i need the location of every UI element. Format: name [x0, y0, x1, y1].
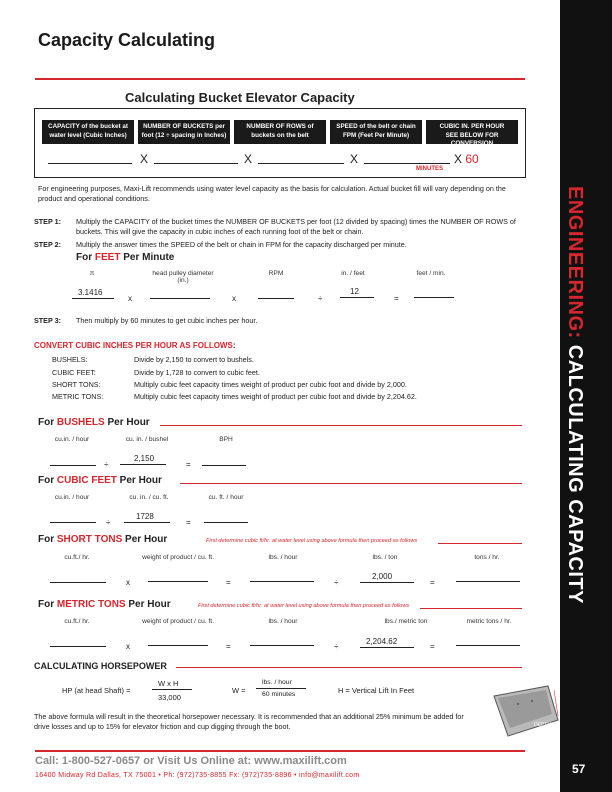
minutes-label: MINUTES	[416, 166, 443, 172]
convert-v2: Multiply cubic feet capacity times weight of product per cubic foot and divide by 2,000.	[134, 380, 407, 389]
times-60: X 60	[454, 152, 479, 166]
footer-address: 16400 Midway Rd Dallas, TX 75001 • Ph: (972)735-8855 Fx: (972)735-8896 • info@maxilift.com	[35, 772, 360, 779]
header-capacity: CAPACITY of the bucket at water level (Cubic Inches)	[42, 120, 134, 144]
hp-title: CALCULATING HORSEPOWER	[34, 661, 167, 671]
fpm-title: For FEET Per Minute	[76, 252, 175, 263]
header-buckets: NUMBER OF BUCKETS per foot (12 ÷ spacing in Inches)	[138, 120, 230, 144]
hp-denominator: 33,000	[158, 693, 181, 702]
shorttons-value: 2,000	[372, 572, 393, 581]
metrictons-note: First determine cubic ft/hr. at water level using above formula then proceed as follows	[198, 603, 410, 609]
header-rows: NUMBER OF ROWS of buckets on the belt	[234, 120, 326, 144]
hp-lhs: HP (at head Shaft) =	[62, 686, 131, 695]
bushels-value: 2,150	[134, 454, 155, 463]
header-cubic-in-l1: CUBIC IN. PER HOUR	[439, 123, 505, 130]
convert-v3: Multiply cubic feet capacity times weight of product per cubic foot and divide by 2,204.62.	[134, 392, 417, 401]
hp-h: H = Vertical Lift In Feet	[338, 686, 415, 695]
convert-k3: METRIC TONS:	[52, 392, 104, 401]
times-2: X	[244, 152, 253, 166]
header-cubic-in	[426, 120, 518, 147]
step3-label: STEP 3:	[34, 316, 62, 325]
hp-note: The above formula will result in the theoretical horsepower necessary. It is recommended that an additional 25% minimum be added for drive losses and up to 15% for elevator friction and cup digging through the boot.	[34, 712, 464, 731]
times-1: X	[140, 152, 149, 166]
fpm-label-pi: π	[89, 270, 95, 277]
box-title: Calculating Bucket Elevator Capacity	[125, 90, 355, 105]
fpm-label-pulley: head pulley diameter (in.)	[152, 270, 214, 284]
bucket-label-depth: DEPTH	[534, 722, 551, 728]
metrictons-value: 2,204.62	[366, 637, 398, 646]
fpm-pi-value: 3.1416	[78, 288, 103, 297]
bushels-title: For BUSHELS Per Hour	[38, 417, 150, 428]
header-cubic-in-l2: SEE BELOW FOR CONVERSION	[445, 131, 499, 147]
step1-label: STEP 1:	[34, 217, 62, 226]
cubicfeet-title: For CUBIC FEET Per Hour	[38, 475, 162, 486]
step3-text: Then multiply by 60 minutes to get cubic inches per hour.	[76, 316, 258, 325]
header-speed: SPEED of the belt or chain FPM (Feet Per Minute)	[330, 120, 422, 144]
metrictons-title: For METRIC TONS Per Hour	[38, 599, 171, 610]
page-title: Capacity Calculating	[38, 30, 216, 50]
convert-k2: SHORT TONS:	[52, 380, 101, 389]
step1-text: Multiply the CAPACITY of the bucket times the NUMBER OF BUCKETS per foot (12 divided by spacing) times the NUMBER OF ROWS of buckets. This will give the capacity in cubic inches of each running foot of the belt or chain.	[76, 217, 516, 236]
hp-numerator: W x H	[158, 679, 179, 688]
convert-v0: Divide by 2,150 to convert to bushels.	[134, 355, 254, 364]
cubicfeet-value: 1728	[136, 512, 154, 521]
convert-k1: CUBIC FEET:	[52, 368, 96, 377]
sidebar-title: ENGINEERING: CALCULATING CAPACITY	[564, 186, 586, 604]
convert-v1: Divide by 1,728 to convert to cubic feet.	[134, 368, 260, 377]
step2-text: Multiply the answer times the SPEED of the belt or chain in FPM for the capacity discharged per minute.	[76, 240, 407, 249]
fpm-label-infeet: in. / feet	[341, 270, 365, 277]
shorttons-title: For SHORT TONS Per Hour	[38, 534, 168, 545]
hp-w-denominator: 60 minutes	[262, 691, 296, 698]
fpm-div-value: 12	[350, 287, 359, 296]
hp-w: W =	[232, 686, 246, 695]
step2-label: STEP 2:	[34, 240, 62, 249]
divider	[35, 78, 525, 80]
intro-text: For engineering purposes, Maxi-Lift recommends using water level capacity as the basis for calculation. Actual bucket fill will vary depending on the product and operational conditions.	[38, 184, 506, 203]
footer-call: Call: 1-800-527-0657 or Visit Us Online at: www.maxilift.com	[35, 755, 347, 767]
bucket-label-length: LENGTH	[506, 742, 527, 748]
convert-title: CONVERT CUBIC INCHES PER HOUR AS FOLLOWS:	[34, 341, 236, 350]
fpm-label-rpm: RPM	[268, 270, 284, 277]
page-number: 57	[572, 762, 586, 776]
fpm-label-feetmin: feet / min.	[416, 270, 446, 277]
hp-w-numerator: lbs. / hour	[262, 679, 292, 686]
bucket-illustration	[488, 680, 560, 744]
convert-k0: BUSHELS:	[52, 355, 88, 364]
shorttons-note: First determine cubic ft/hr. at water level using above formula then proceed as follows	[206, 538, 418, 544]
times-3: X	[350, 152, 359, 166]
